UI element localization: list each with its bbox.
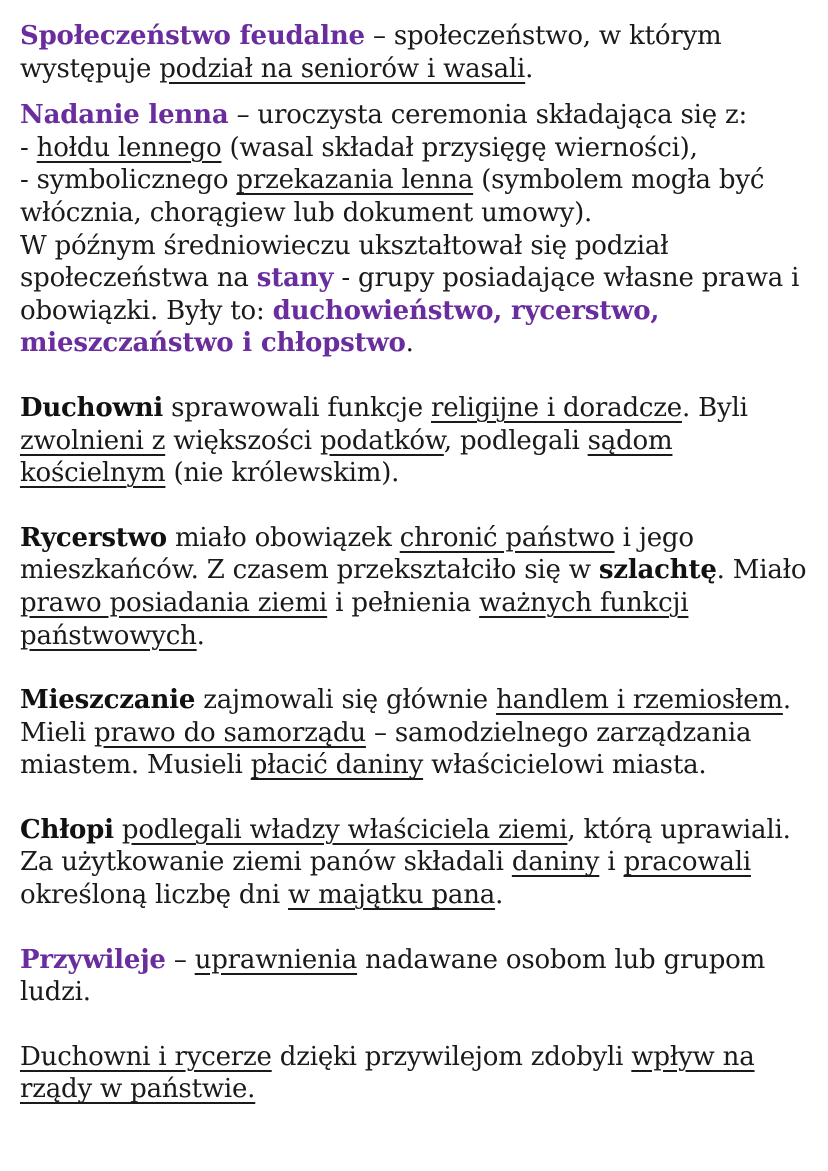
paragraph-privileges: Przywileje – uprawnienia nadawane osobom lub grupom ludzi. — [20, 944, 766, 1008]
heading-peasants: Chłopi — [20, 814, 114, 845]
paragraph-feudal-society: Społeczeństwo feudalne – społeczeństwo, w którym występuje podział na seniorów i wasali. — [20, 21, 722, 84]
heading-knights: Rycerstwo — [20, 522, 167, 553]
estates-list: duchowieństwo, rycerstwo, mieszczaństwo i chłopstwo — [20, 295, 660, 359]
paragraph-peasants: Chłopi podlegali władzy właściciela ziemi, którą uprawiali. Za użytkowanie ziemi panów składali daniny i pracowali określoną liczbę dni w majątku pana. — [20, 814, 791, 911]
term-nobility: szlachtę — [598, 555, 717, 586]
heading-burghers: Mieszczanie — [20, 685, 196, 716]
term-estates: stany — [256, 263, 334, 294]
paragraph-conclusion: Duchowni i rycerze dzięki przywilejom zdobyli wpływ na rządy w państwie. — [20, 1041, 755, 1105]
paragraph-knights: Rycerstwo miało obowiązek chronić państwo i jego mieszkańców. Z czasem przekształciło się w szlachtę. Miało prawo posiadania ziemi i pełnienia ważnych funkcji państwowych. — [20, 522, 807, 651]
underlined-phrase: przekazania lenna — [236, 165, 474, 196]
paragraph-burghers: Mieszczanie zajmowali się głównie handlem i rzemiosłem. Mieli prawo do samorządu – samodzielnego zarządzania miastem. Musieli płacić daniny właścicielowi miasta. — [20, 685, 791, 781]
list-item: - symbolicznego przekazania lenna (symbolem mogła być włócznia, chorągiew lub dokument umowy). — [20, 165, 765, 228]
paragraph-fief-granting: Nadanie lenna – uroczysta ceremonia składająca się z: - hołdu lennego (wasal składał przysięgę wierności), - symbolicznego przekazania lenna (symbolem mogła być włócznia, chorągiew lub dokument umowy). W późnym średniowieczu ukształtował się podział społeczeństwa na stany - grupy posiadające własne prawa i obowiązki. Były to: duchowieństwo, rycerstwo, mieszczaństwo i chłopstwo. — [20, 99, 812, 360]
paragraph-clergy: Duchowni sprawowali funkcje religijne i doradcze. Byli zwolnieni z większości podatków, podlegali sądom kościelnym (nie królewskim). — [20, 392, 748, 489]
underlined-phrase: hołdu lennego — [36, 132, 222, 163]
heading-clergy: Duchowni — [20, 392, 164, 423]
underlined-phrase: podział na seniorów i wasali — [159, 53, 526, 84]
term-privileges: Przywileje — [20, 944, 166, 975]
list-item: - hołdu lennego (wasal składał przysięgę wierności), — [20, 132, 698, 163]
term-feudal-society: Społeczeństwo feudalne — [20, 21, 365, 51]
term-fief-granting: Nadanie lenna — [20, 100, 229, 131]
